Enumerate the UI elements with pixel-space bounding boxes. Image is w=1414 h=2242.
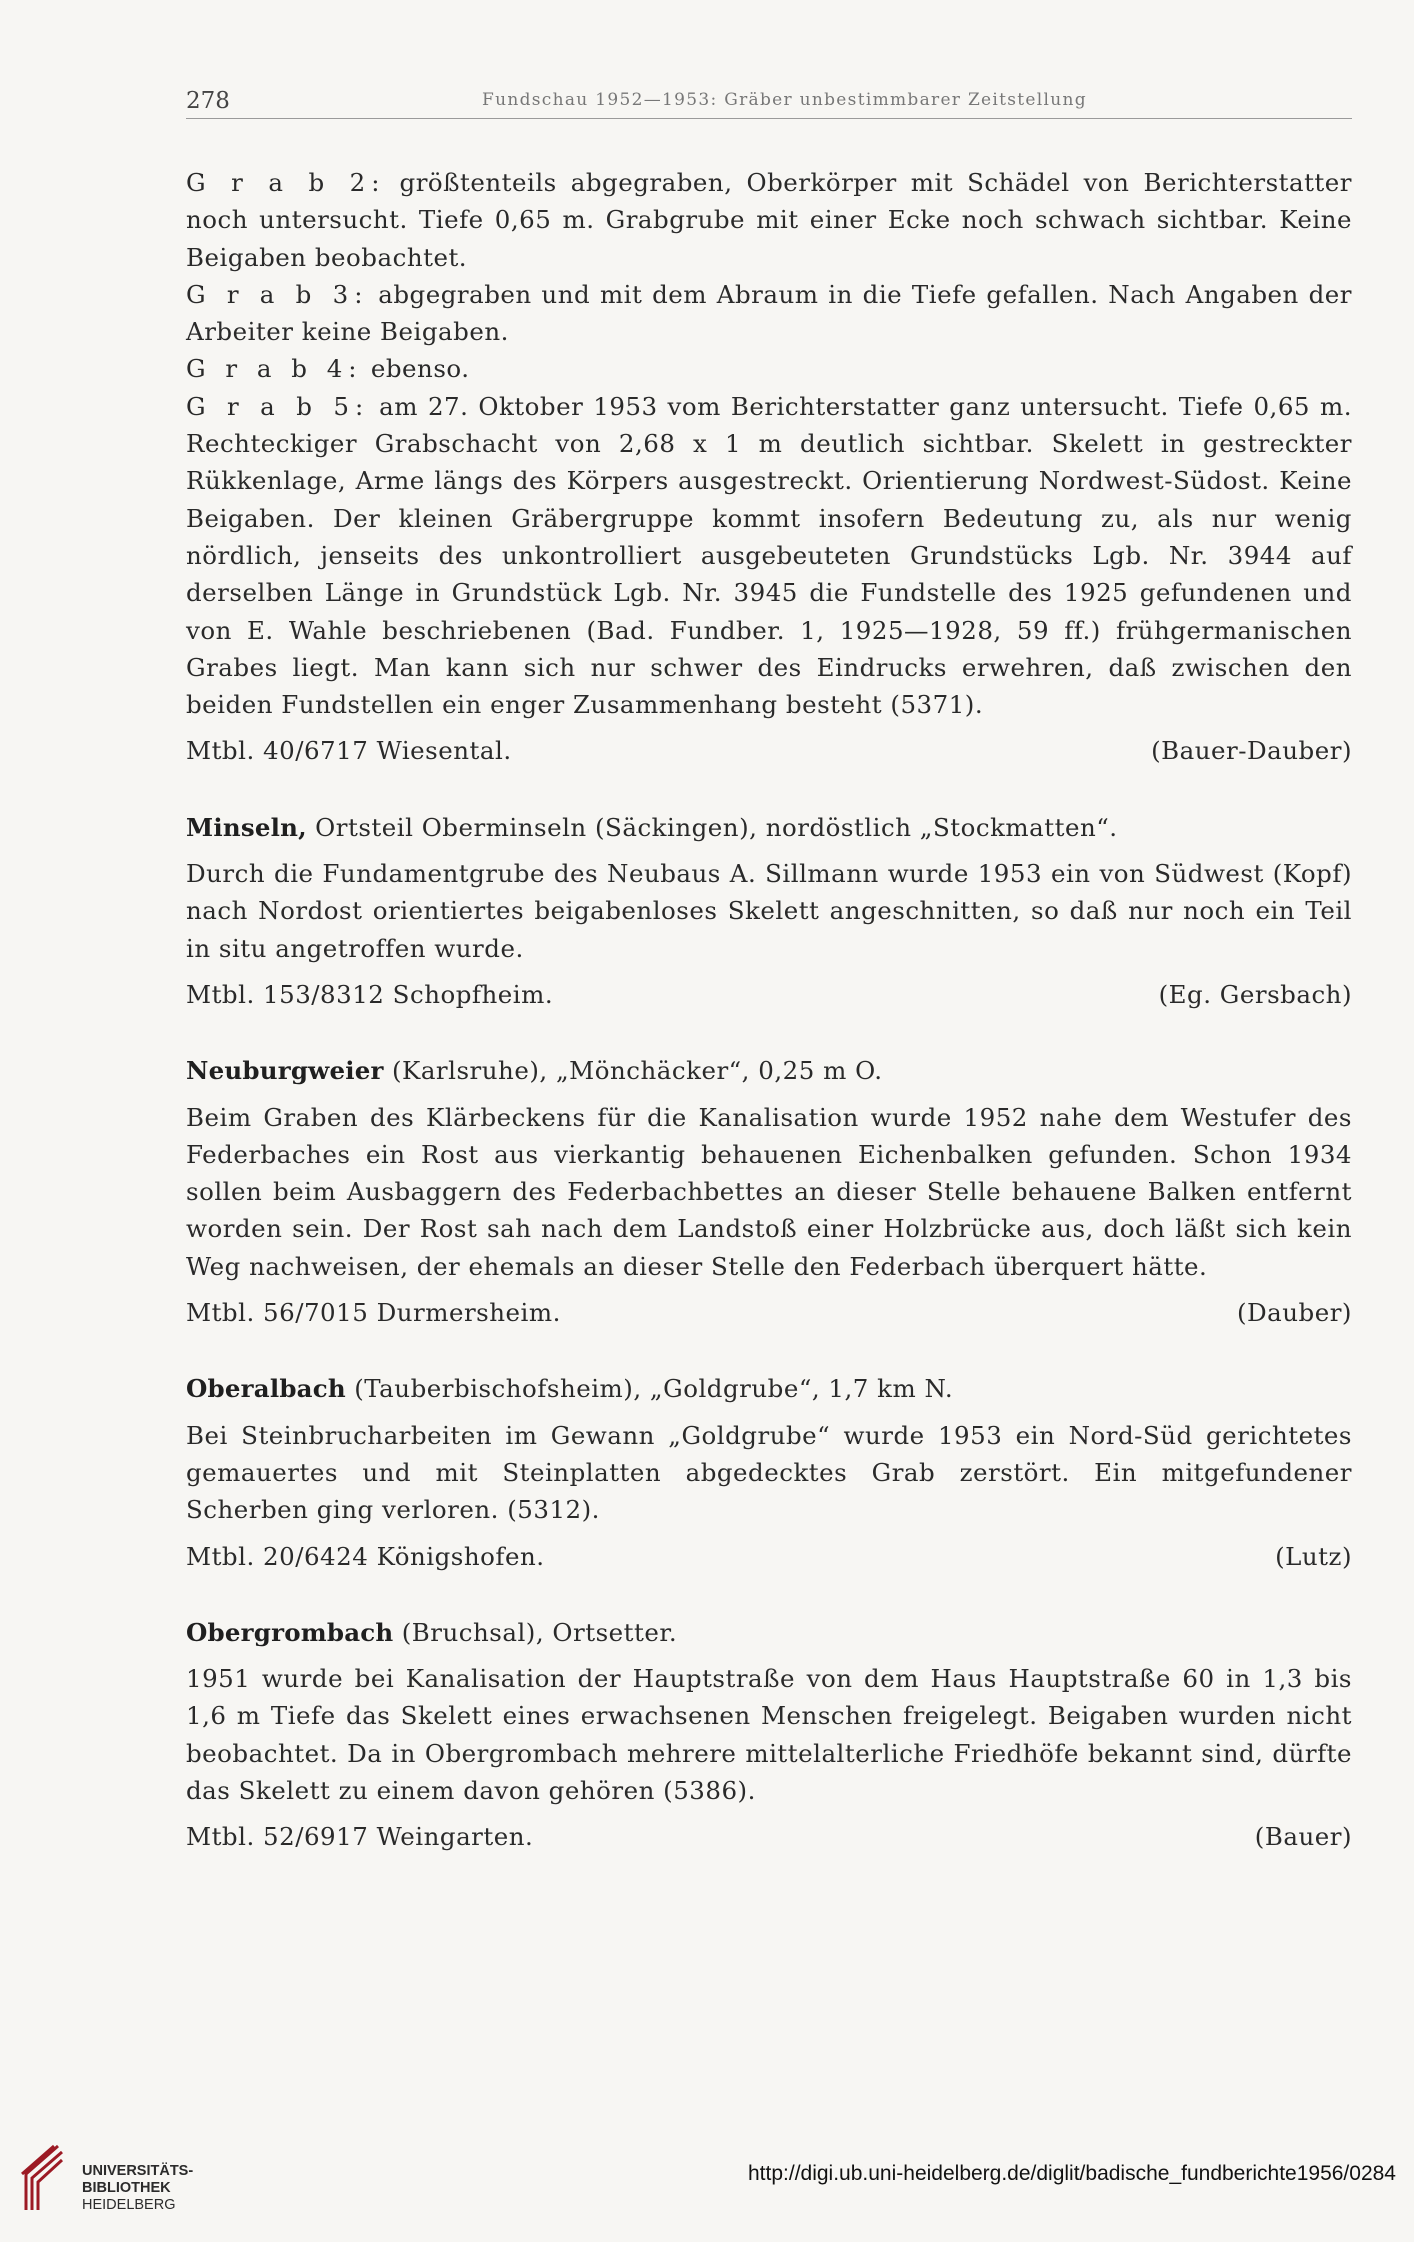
- grab5-text: am 27. Oktober 1953 vom Berichterstatter ganz untersucht. Tiefe 0,65 m. Rechteckiger Grabschacht von 2,68 x 1 m deutlich sichtbar. Skelett in gestreckter Rükkenlage, Arme längs des Körpers ausgestreckt. Orientierung Nordwest-Südost. Keine Beigaben. Der kleinen Gräbergruppe kommt insofern Bedeutung zu, als nur wenig nördlich, jenseits des unkontrolliert ausgebeuteten Grundstücks Lgb. Nr. 3944 auf derselben Länge in Grundstück Lgb. Nr. 3945 die Fundstelle des 1925 gefundenen und von E. Wahle beschriebenen (Bad. Fundber. 1, 1925—1928, 59 ff.) frühgermanischen Grabes liegt. Man kann sich nur schwer des Eindrucks erwehren, daß zwischen den beiden Fundstellen ein enger Zusammenhang besteht (5371).: [186, 391, 1352, 720]
- author-credit: (Eg. Gersbach): [1158, 979, 1352, 1009]
- entry-text: Beim Graben des Klärbeckens für die Kanalisation wurde 1952 nahe dem Westufer des Federbaches ein Rost aus vierkantig behauenen Eichenbalken gefunden. Schon 1934 sollen beim Ausbaggern des Federbachbettes an dieser Stelle behauene Balken entfernt worden sein. Der Rost sah nach dem Landstoß einer Holzbrücke aus, doch läßt sich kein Weg nachweisen, der ehemals an dieser Stelle den Federbach überquert hätte.: [186, 1102, 1352, 1281]
- map-reference-line: [186, 976, 1352, 1013]
- running-head-title: Fundschau 1952—1953: Gräber unbestimmbarer Zeitstellung: [482, 90, 1087, 110]
- running-header: [186, 82, 1352, 119]
- map-sheet-reference: Mtbl. 52/6917 Weingarten.: [186, 1822, 534, 1852]
- grab3-paragraph: [186, 276, 1352, 351]
- page-body: [186, 164, 1352, 1856]
- map-sheet-reference: Mtbl. 153/8312 Schopfheim.: [186, 979, 554, 1009]
- map-reference-line: [186, 1818, 1352, 1855]
- entry-obergrombach: [186, 1614, 1352, 1856]
- map-reference-line: [186, 1538, 1352, 1575]
- entry-text: Bei Steinbrucharbeiten im Gewann „Goldgrube“ wurde 1953 ein Nord-Süd gerichtetes gemauertes und mit Steinplatten abgedecktes Grab zerstört. Ein mitgefundener Scherben ging verloren. (5312).: [186, 1420, 1352, 1525]
- entry-text: 1951 wurde bei Kanalisation der Hauptstraße von dem Haus Hauptstraße 60 in 1,3 bis 1,6 m Tiefe das Skelett eines erwachsenen Menschen freigelegt. Beigaben wurden nicht beobachtet. Da in Obergrombach mehrere mittelalterliche Friedhöfe bekannt sind, dürfte das Skelett zu einem davon gehören (5386).: [186, 1664, 1352, 1805]
- grab4-label: G r a b 4:: [186, 354, 363, 384]
- place-name: Oberalbach: [186, 1374, 346, 1404]
- grab3-label: G r a b 3:: [186, 279, 369, 309]
- author-credit: (Bauer): [1254, 1822, 1352, 1852]
- entry-heading: [186, 1052, 1352, 1089]
- place-name: Obergrombach: [186, 1617, 394, 1647]
- map-reference-line: [186, 1294, 1352, 1331]
- entry-minseln: [186, 809, 1352, 1013]
- library-logo-icon: [18, 2140, 64, 2214]
- entry-heading: [186, 809, 1352, 846]
- entry-oberalbach: [186, 1370, 1352, 1574]
- entry-text: Durch die Fundamentgrube des Neubaus A. Sillmann wurde 1953 ein von Südwest (Kopf) nach Nordost orientiertes beigabenloses Skelett angeschnitten, so daß nur noch ein Teil in situ angetroffen wurde.: [186, 859, 1352, 963]
- library-name-line: HEIDELBERG: [82, 2197, 176, 2213]
- grab5-paragraph: [186, 388, 1352, 724]
- entry-heading: [186, 1370, 1352, 1407]
- page-number: 278: [186, 88, 230, 114]
- entry-neuburgweier: [186, 1052, 1352, 1331]
- library-name: [82, 2163, 193, 2214]
- place-location: (Tauberbischofsheim), „Goldgrube“, 1,7 km N.: [354, 1374, 954, 1404]
- map-sheet-reference: Mtbl. 20/6424 Königshofen.: [186, 1541, 545, 1571]
- place-name: Minseln,: [186, 812, 307, 842]
- map-reference-line: [186, 732, 1352, 769]
- place-name: Neuburgweier: [186, 1056, 384, 1086]
- author-credit: (Bauer-Dauber): [1151, 736, 1352, 766]
- author-credit: (Dauber): [1236, 1298, 1352, 1328]
- grab4-text: ebenso.: [370, 354, 470, 384]
- source-url-link[interactable]: http://digi.ub.uni-heidelberg.de/diglit/badische_fundberichte1956/0284: [748, 2162, 1396, 2185]
- library-name-line: UNIVERSITÄTS-: [82, 2163, 194, 2179]
- logo-strokes: [22, 2146, 62, 2210]
- grab3-text: abgegraben und mit dem Abraum in die Tiefe gefallen. Nach Angaben der Arbeiter keine Beigaben.: [186, 279, 1352, 347]
- author-credit: (Lutz): [1275, 1541, 1352, 1571]
- place-location: (Bruchsal), Ortsetter.: [401, 1617, 678, 1647]
- entry-heading: [186, 1614, 1352, 1651]
- place-location: (Karlsruhe), „Mönchäcker“, 0,25 m O.: [391, 1056, 883, 1086]
- grab2-text: größtenteils abgegraben, Oberkörper mit Schädel von Berichterstatter noch untersucht. Tiefe 0,65 m. Grabgrube mit einer Ecke noch schwach sichtbar. Keine Beigaben beobachtet.: [186, 168, 1352, 272]
- grab5-label: G r a b 5:: [186, 391, 370, 421]
- map-sheet-reference: Mtbl. 40/6717 Wiesental.: [186, 736, 512, 766]
- place-location: Ortsteil Oberminseln (Säckingen), nordöstlich „Stockmatten“.: [315, 812, 1118, 842]
- grab2-label: G r a b 2:: [186, 168, 386, 197]
- grab4-paragraph: [186, 350, 1352, 387]
- entry-grab-continuation: [186, 164, 1352, 770]
- map-sheet-reference: Mtbl. 56/7015 Durmersheim.: [186, 1298, 561, 1328]
- grab2-paragraph: [186, 164, 1352, 276]
- library-name-line: BIBLIOTHEK: [82, 2180, 171, 2196]
